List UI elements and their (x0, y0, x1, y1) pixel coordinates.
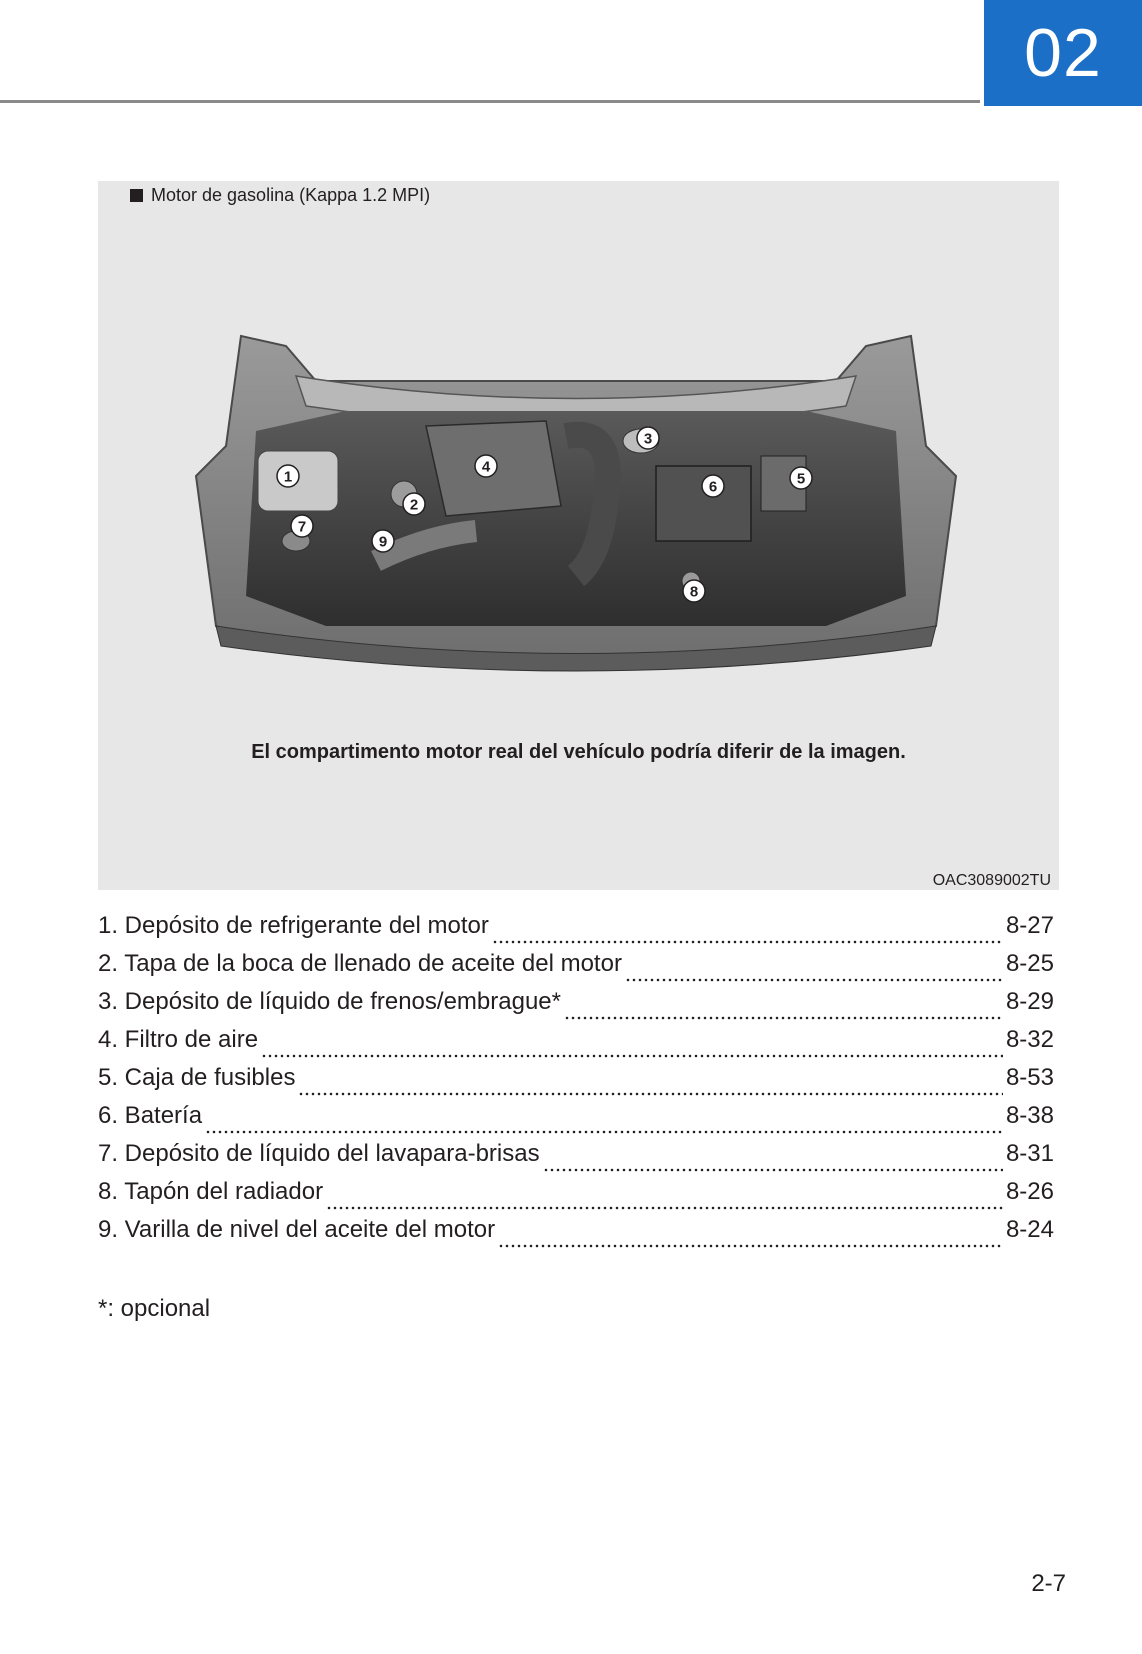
part-page: 8-29 (1005, 988, 1054, 1015)
part-page: 8-32 (1005, 1026, 1054, 1053)
figure-note: El compartimento motor real del vehículo podría diferir de la imagen. (251, 741, 906, 763)
part-page: 8-24 (1005, 1216, 1054, 1243)
figure-title-text: Motor de gasolina (Kappa 1.2 MPI) (151, 185, 431, 205)
part-page: 8-27 (1005, 912, 1054, 939)
dot-leader (261, 1038, 1003, 1058)
callout-5 (790, 467, 812, 489)
figure-title (130, 185, 430, 206)
list-item (98, 1140, 1054, 1178)
part-label: 2. Tapa de la boca de llenado de aceite del motor (98, 950, 622, 977)
part-page: 8-25 (1005, 950, 1054, 977)
part-page: 8-26 (1005, 1178, 1054, 1205)
svg-text:7: 7 (297, 518, 307, 536)
part-label: 9. Varilla de nivel del aceite del motor (98, 1216, 496, 1243)
callout-1 (277, 465, 299, 487)
dot-leader (625, 962, 1003, 982)
svg-text:6: 6 (708, 478, 718, 496)
callout-2 (403, 493, 425, 515)
part-label: 5. Caja de fusibles (98, 1064, 296, 1091)
part-page: 8-53 (1005, 1064, 1054, 1091)
header-rule (0, 100, 980, 103)
svg-text:3: 3 (643, 430, 653, 448)
callout-9 (372, 530, 394, 552)
figure-code: OAC3089002TU (932, 872, 1051, 889)
svg-text:1: 1 (283, 468, 293, 486)
dot-leader (543, 1152, 1003, 1172)
part-label: 3. Depósito de líquido de frenos/embrague* (98, 988, 561, 1015)
svg-text:9: 9 (378, 533, 388, 551)
engine-compartment-illustration (146, 326, 1006, 696)
dot-leader (298, 1076, 1003, 1096)
list-item (98, 1064, 1054, 1102)
square-bullet-icon (130, 189, 143, 202)
engine-figure (98, 181, 1059, 890)
dot-leader (205, 1114, 1003, 1134)
dot-leader (492, 924, 1003, 944)
chapter-number: 02 (1024, 15, 1102, 91)
footnote: *: opcional (98, 1295, 211, 1322)
callout-3 (637, 427, 659, 449)
list-item (98, 988, 1054, 1026)
part-label: 4. Filtro de aire (98, 1026, 259, 1053)
chapter-tab (984, 0, 1142, 106)
part-label: 6. Batería (98, 1102, 203, 1129)
list-item (98, 1178, 1054, 1216)
callout-4 (475, 455, 497, 477)
page-number: 2-7 (1031, 1570, 1066, 1597)
dot-leader (564, 1000, 1003, 1020)
list-item (98, 1026, 1054, 1064)
part-label: 8. Tapón del radiador (98, 1178, 324, 1205)
list-item (98, 912, 1054, 950)
part-page: 8-38 (1005, 1102, 1054, 1129)
svg-text:8: 8 (689, 583, 699, 601)
dot-leader (498, 1228, 1003, 1248)
part-label: 1. Depósito de refrigerante del motor (98, 912, 489, 939)
svg-text:4: 4 (481, 458, 491, 476)
callout-8 (683, 580, 705, 602)
part-page: 8-31 (1005, 1140, 1054, 1167)
callout-7 (291, 515, 313, 537)
list-item (98, 950, 1054, 988)
list-item (98, 1216, 1054, 1254)
dot-leader (326, 1190, 1003, 1210)
part-label: 7. Depósito de líquido del lavapara-brisas (98, 1140, 540, 1167)
svg-text:2: 2 (409, 496, 419, 514)
svg-text:5: 5 (796, 470, 806, 488)
list-item (98, 1102, 1054, 1140)
callout-6 (702, 475, 724, 497)
parts-list (98, 912, 1054, 1254)
